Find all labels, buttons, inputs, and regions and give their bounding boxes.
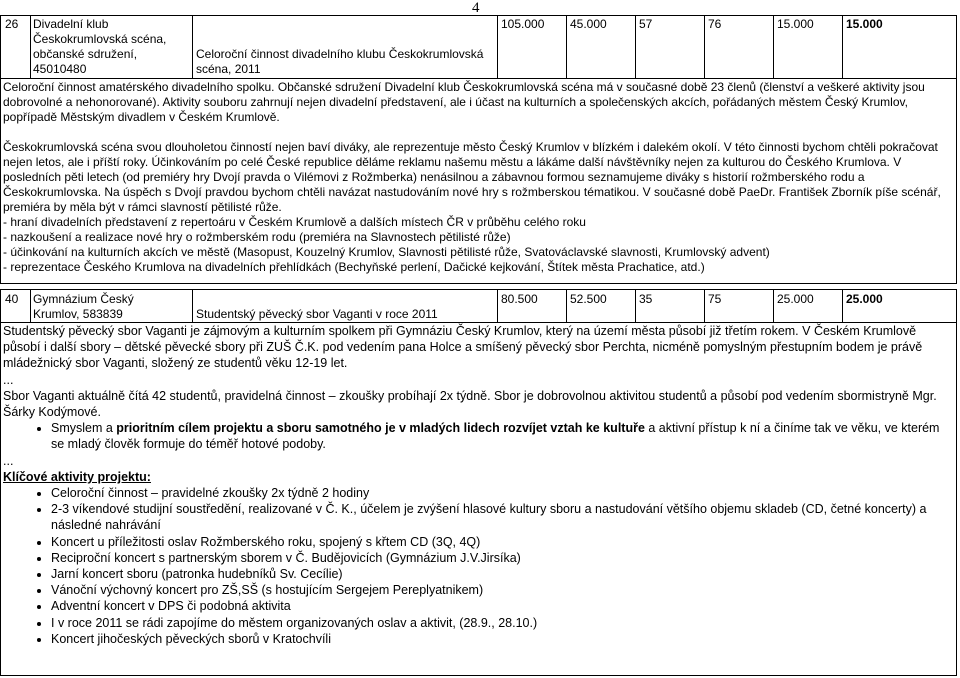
value-final: 25.000 bbox=[846, 292, 883, 306]
grant-record-40 bbox=[0, 289, 957, 676]
grant-record-26 bbox=[0, 15, 957, 284]
key-activities-title: Klíčové aktivity projektu: bbox=[3, 469, 151, 484]
value-3: 35 bbox=[639, 292, 653, 306]
key-activities-list bbox=[3, 485, 952, 647]
description-paragraph: Sbor Vaganti aktuálně čítá 42 studentů, pravidelná činnost – zkoušky probíhají 2x týdně. Sbor je dobrovolnou aktivitou studentů a působí pod vedením sbormistryně Mgr. Šárky Kodýmové. bbox=[3, 388, 937, 420]
project-name: Celoroční činnost divadelního klubu Českokrumlovská scéna, 2011 bbox=[196, 47, 484, 76]
value-5: 25.000 bbox=[777, 292, 814, 306]
key-activity-item: • I v roce 2011 se rádi zapojíme do městem organizovaných oslav a aktivit, (28.9., 28.10.) bbox=[51, 615, 952, 631]
key-activity-item: • Celoroční činnost – pravidelné zkoušky 2x týdně 2 hodiny bbox=[51, 485, 952, 501]
ellipsis: ... bbox=[3, 372, 14, 387]
applicant-name: Gymnázium Český Krumlov, 583839 bbox=[33, 292, 134, 321]
value-requested: 80.500 bbox=[501, 292, 538, 306]
activity-item: - účinkování na kulturních akcích ve městě (Masopust, Kouzelný Krumlov, Slavnosti pětilisté růže, Svatováclavské slavnosti, Krumlovský advent) bbox=[3, 245, 770, 259]
body-text bbox=[3, 323, 952, 647]
record-number: 26 bbox=[5, 17, 19, 31]
value-2: 52.500 bbox=[570, 292, 607, 306]
key-activity-item: • Jarní koncert sboru (patronka hudebníků Sv. Cecílie) bbox=[51, 566, 952, 582]
key-activity-item: • Koncert jihočeských pěveckých sborů v Kratochvíli bbox=[51, 631, 952, 647]
value-4: 76 bbox=[708, 17, 722, 31]
value-final: 15.000 bbox=[846, 17, 883, 31]
key-activity-item: • 2-3 víkendové studijní soustředění, realizované v Č. K., účelem je zvýšení hlasové kultury sboru a nastudování většího objemu skladeb (CD, četné koncerty) a následné nahrávání bbox=[51, 501, 952, 533]
page-number: 4 bbox=[472, 0, 480, 16]
description-paragraph: Celoroční činnost amatérského divadelního spolku. Občanské sdružení Divadelní klub Českokrumlovská scéna má v současné době 23 členů (členství a veškeré aktivity jsou dobrovolné a nehonorované). Aktivity souboru zahrnují nejen divadelní představení, ale i účast na kulturních a společenských akcích, pořádaných městem Český Krumlov, popřípadě Městským divadlem v Českém Krumlově. bbox=[3, 80, 925, 124]
activity-list bbox=[3, 215, 952, 275]
goal-list bbox=[3, 420, 952, 452]
activity-item: - hraní divadelních představení z repertoáru v Českém Krumlově a dalších místech ČR v průběhu celého roku bbox=[3, 215, 586, 229]
key-activity-item: • Koncert u příležitosti oslav Rožmberského roku, spojený s křtem CD (3Q, 4Q) bbox=[51, 534, 952, 550]
record-number: 40 bbox=[5, 292, 19, 306]
applicant-name: Divadelní klub Českokrumlovská scéna, občanské sdružení, 45010480 bbox=[33, 17, 167, 76]
project-name: Studentský pěvecký sbor Vaganti v roce 2011 bbox=[196, 307, 438, 321]
key-activity-item: • Reciproční koncert s partnerským sborem v Č. Budějovicích (Gymnázium J.V.Jirsíka) bbox=[51, 550, 952, 566]
goal-item: • Smyslem a prioritním cílem projektu a sboru samotného je v mladých lidech rozvíjet vztah ke kultuře a aktivní přístup k ní a činíme tak ve věku, ve kterém se mladý člověk formuje do téměř hotové podoby. bbox=[51, 420, 952, 452]
key-activity-item: • Adventní koncert v DPS či podobná aktivita bbox=[51, 598, 952, 614]
value-4: 75 bbox=[708, 292, 722, 306]
ellipsis: ... bbox=[3, 453, 14, 468]
activity-item: - nazkoušení a realizace nové hry o rožmberském rodu (premiéra na Slavnostech pětilisté růže) bbox=[3, 230, 511, 244]
value-5: 15.000 bbox=[777, 17, 814, 31]
value-2: 45.000 bbox=[570, 17, 607, 31]
description-paragraph: Studentský pěvecký sbor Vaganti je zájmovým a kulturním spolkem při Gymnáziu Český Krumlov, který na území města působí již třetím rokem. V Českém Krumlově působí i další sbory – dětské pěvecké sbory při ZUŠ Č.K. pod vedením pana Holce a smíšený pěvecký sbor Perchta, nicméně pomyslným přestupním bodem je právě mládežnický sbor Vaganti, složený ze studentů věku 12-19 let. bbox=[3, 324, 923, 371]
value-requested: 105.000 bbox=[501, 17, 545, 31]
activity-item: - reprezentace Českého Krumlova na divadelních přehlídkách (Bechyňské perlení, Dačické kejkování, Štítek města Prachatice, atd.) bbox=[3, 260, 705, 274]
value-3: 57 bbox=[639, 17, 653, 31]
key-activity-item: • Vánoční výchovný koncert pro ZŠ,SŠ (s hostujícím Sergejem Pereplyatnikem) bbox=[51, 582, 952, 598]
description-paragraph: Českokrumlovská scéna svou dlouholetou činností nejen baví diváky, ale reprezentuje město Český Krumlov v blízkém i dalekém okolí. V této činnosti bychom chtěli pokračovat nejen letos, ale i příští roky. Účinkováním po celé České republice děláme reklamu našemu městu a lákáme další návštěvníky nejen za kulturou do Českého Krumlova. V posledních pěti letech (od premiéry hry Dvojí pravda o Vilémovi z Rožmberka) nenásilnou a zábavnou formou seznamujeme diváky s historií rožmberského rodu a Českokrumlovska. Na úspěch s Dvojí pravdou bychom chtěli navázat nastudováním nové hry s rožmberskou tématikou. V současné době PaeDr. František Zborník píše scénář, premiéra by měla být v rámci slavností pětilisté růže. bbox=[3, 140, 941, 214]
